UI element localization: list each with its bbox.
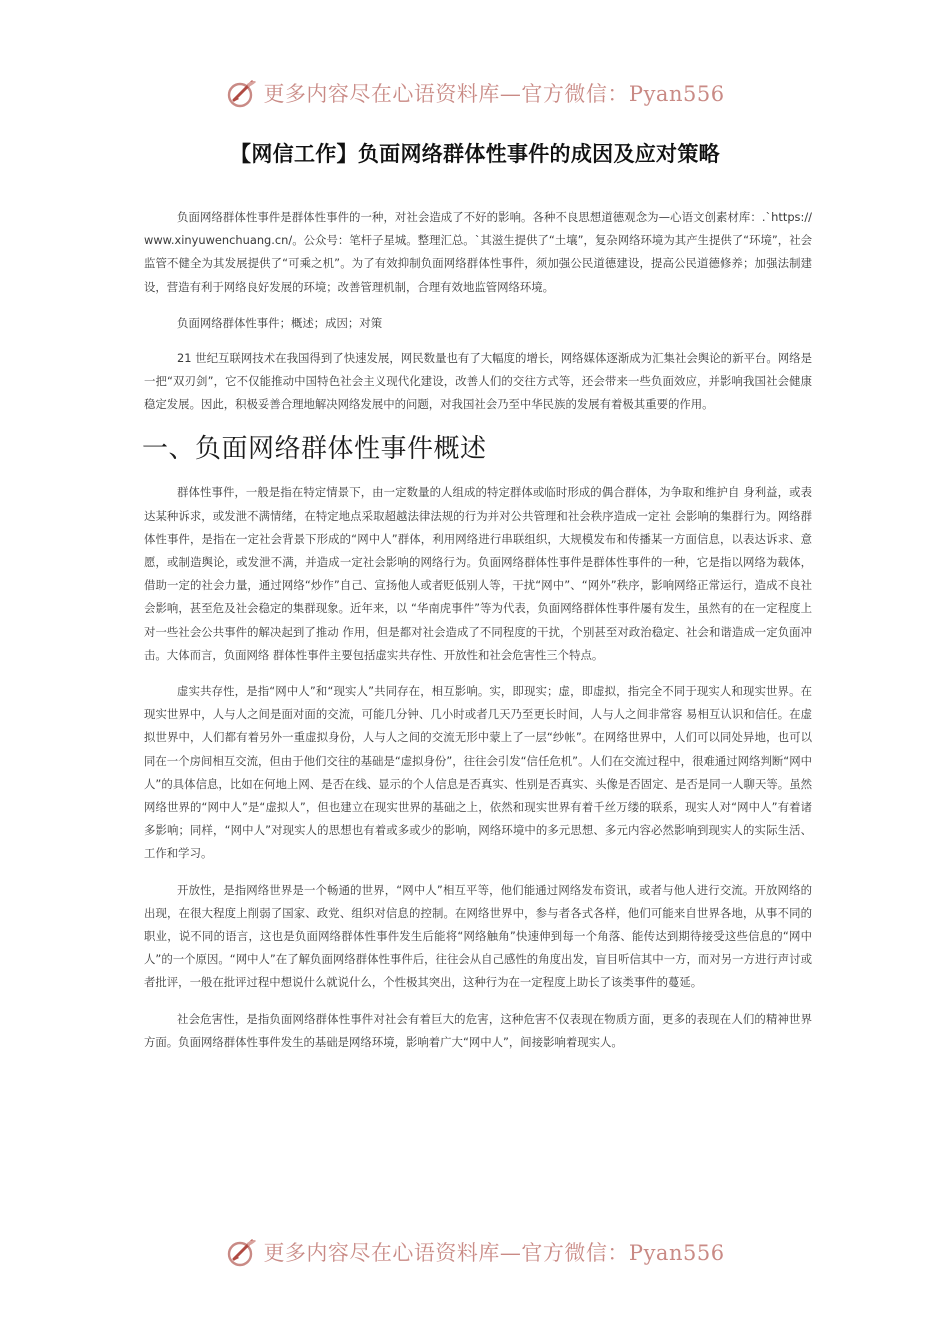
header-banner — [0, 73, 950, 113]
intro-paragraph: 21 世纪互联网技术在我国得到了快速发展，网民数量也有了大幅度的增长，网络媒体逐渐成为汇集社会舆论的新平台。网络是一把“双刃剑”，它不仅能推动中国特色社会主义现代化建设，改善人们的交往方式等，还会带来一些负面效应，并影响我国社会健康稳定发展。因此，积极妥善合理地解决网络发展中的问题，对我国社会乃至中华民族的发展有着极其重要的作用。 — [144, 350, 812, 412]
keywords-line: 负面网络群体性事件；概述；成因；对策 — [177, 315, 383, 330]
document-title: 【网信工作】负面网络群体性事件的成因及应对策略 — [230, 142, 720, 166]
footer-banner — [0, 1232, 950, 1272]
section-paragraph: 社会危害性，是指负面网络群体性事件对社会有着巨大的危害，这种危害不仅表现在物质方面，更多的表现在人们的精神世界方面。负面网络群体性事件发生的基础是网络环境，影响着广大“网中人”，间接影响着现实人。 — [144, 1011, 812, 1049]
document-body — [144, 206, 812, 1067]
banner-text: 更多内容尽在心语资料库—官方微信：Pyan556 — [263, 1241, 725, 1265]
section-heading: 一、负面网络群体性事件概述 — [142, 434, 487, 465]
section-paragraph: 开放性，是指网络世界是一个畅通的世界，“网中人”相互平等，他们能通过网络发布资讯，或者与他人进行交流。开放网络的出现，在很大程度上削弱了国家、政党、组织对信息的控制。在网络世界中，参与者各式各样，他们可能来自世界各地，从事不同的职业，说不同的语言，这也是负面网络群体性事件发生后能将“网络触角”快速伸到每一个角落、能传达到期待接受这些信息的“网中人”的一个原因。“网中人”在了解负面网络群体性事件后，往往会从自己感性的角度出发，盲目听信其中一方，而对另一方进行声讨或者批评，一般在批评过程中想说什么就说什么，个性极其突出，这种行为在一定程度上助长了该类事件的蔓延。 — [144, 882, 812, 990]
section-paragraph: 虚实共存性，是指“网中人”和“现实人”共同存在，相互影响。实，即现实；虚，即虚拟，指完全不同于现实人和现实世界。在现实世界中，人与人之间是面对面的交流，可能几分钟、几小时或者几天乃至更长时间，人与人之间非常容 易相互认识和信任。在虚拟世界中，人们都有着另外一重虚拟身份，人与人之间的交流无形中蒙上了一层“纱帐”。在网络世界中，人们可以同处异地，也可以同在一个房间相互交流，但由于他们交往的基础是“虚拟身份”，往往会引发“信任危机”。人们在交流过程中，很难通过网络判断“网中人”的具体信息，比如在何地上网、是否在线、显示的个人信息是否真实、性别是否真实、头像是否固定、是否是同一人聊天等。虽然网络世界的“网中人”是“虚拟人”，但也建立在现实世界的基础之上，依然和现实世界有着千丝万缕的联系，现实人对“网中人”有着诸多影响；同样，“网中人”对现实人的思想也有着或多或少的影响，网络环境中的多元思想、多元内容必然影响到现实人的实际生活、工作和学习。 — [144, 684, 812, 861]
brush-logo-icon — [225, 1235, 259, 1269]
abstract-paragraph: 负面网络群体性事件是群体性事件的一种，对社会造成了不好的影响。各种不良思想道德观念为—心语文创素材库：.`https://www.xinyuwenchuang.cn/。公众号：笔杆子星城。整理汇总。`其滋生提供了“土壤”，复杂网络环境为其产生提供了“环境”，社会监管不健全为其发展提供了“可乘之机”。为了有效抑制负面网络群体性事件，须加强公民道德建设，提高公民道德修养；加强法制建设，营造有利于网络良好发展的环境；改善管理机制，合理有效地监管网络环境。 — [144, 210, 812, 294]
brush-logo-icon — [225, 76, 259, 110]
banner-text: 更多内容尽在心语资料库—官方微信：Pyan556 — [263, 82, 725, 106]
section-paragraph: 群体性事件，一般是指在特定情景下，由一定数量的人组成的特定群体或临时形成的偶合群体，为争取和维护自 身利益，或表达某种诉求，或发泄不满情绪，在特定地点采取超越法律法规的行为并对公共管理和社会秩序造成一定社 会影响的集群行为。网络群体性事件，是指在一定社会背景下形成的“网中人”群体，利用网络进行串联组织，大规模发布和传播某一方面信息，以表达诉求、意愿，或制造舆论，或发泄不满，并造成一定社会影响的网络行为。负面网络群体性事件是群体性事件的一种，它是指以网络为载体，借助一定的社会力量，通过网络“炒作”自己、宣扬他人或者贬低别人等，干扰“网中”、“网外”秩序，影响网络正常运行，造成不良社会影响，甚至危及社会稳定的集群现象。近年来，以 “华南虎事件”等为代表，负面网络群体性事件屡有发生，虽然有的在一定程度上对一些社会公共事件的解决起到了推动 作用，但是都对社会造成了不同程度的干扰，个别甚至对政治稳定、社会和谐造成一定负面冲击。大体而言，负面网络 群体性事件主要包括虚实共存性、开放性和社会危害性三个特点。 — [144, 485, 812, 662]
